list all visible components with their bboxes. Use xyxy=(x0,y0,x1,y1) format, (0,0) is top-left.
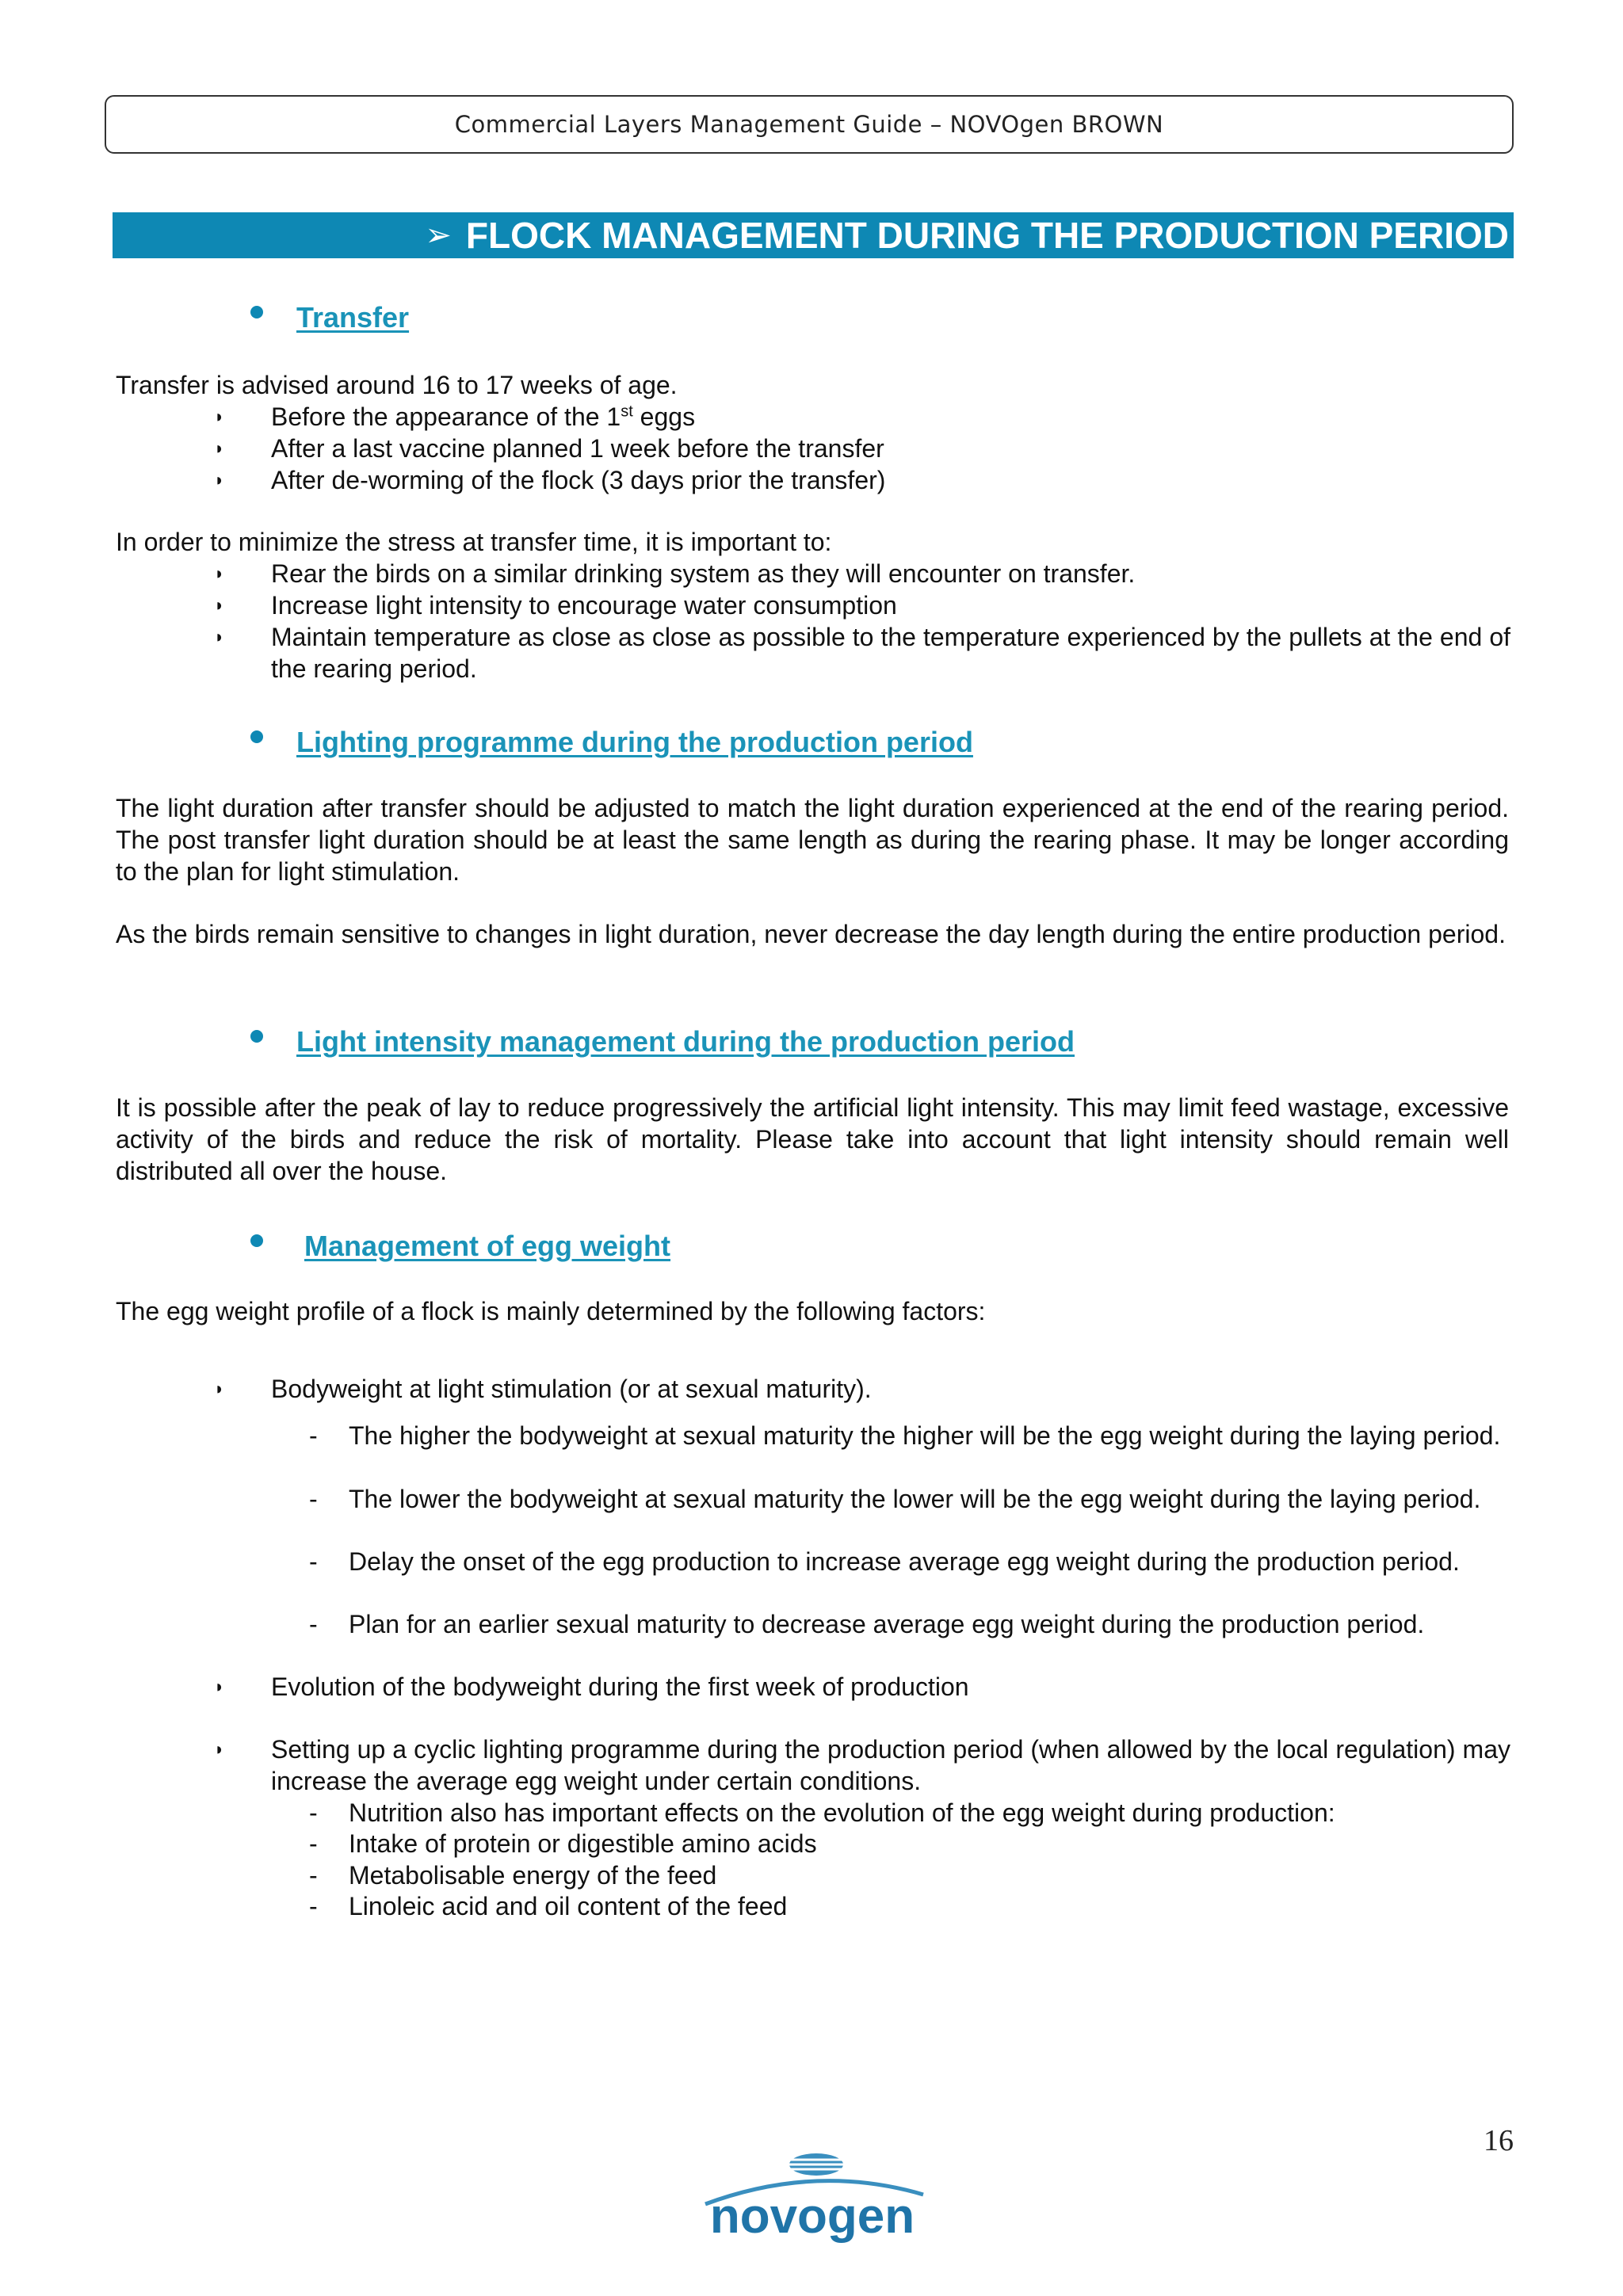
heading-lighting-text: Lighting programme during the production period xyxy=(296,726,973,758)
intensity-paragraph: It is possible after the peak of lay to reduce progressively the artificial light intensity. This may limit feed wastage, excessive activity of the birds and reduce the risk of mortality. Please take into account that light intensity should remain well distributed all over the house. xyxy=(116,1093,1509,1185)
heading-intensity-text: Light intensity management during the production period xyxy=(296,1025,1075,1058)
dash-item: - Linoleic acid and oil content of the feed xyxy=(309,1892,788,1920)
list-item: ◗ Increase light intensity to encourage water consumption xyxy=(214,591,897,620)
section-banner xyxy=(113,212,1514,258)
bullet-marker-icon: ◗ xyxy=(214,406,225,426)
list-item: ◗ After de-worming of the flock (3 days prior the transfer) xyxy=(214,466,886,494)
bullet-dot-icon xyxy=(250,730,263,743)
list-item: ◗ Evolution of the bodyweight during the first week of production xyxy=(214,1672,969,1701)
bullet-marker-icon: ◗ xyxy=(214,1379,225,1398)
dash-item: - Intake of protein or digestible amino acids xyxy=(309,1829,817,1858)
list-item: ◗ Maintain temperature as close as close as possible to the temperature experienced by the pullets at the end of the rearing period. xyxy=(214,623,1510,683)
dash-item: - Plan for an earlier sexual maturity to decrease average egg weight during the production period. xyxy=(309,1610,1425,1638)
lighting-paragraph-1: The light duration after transfer should be adjusted to match the light duration experienced at the end of the rearing period. The post transfer light duration should be at least the same length as during the rearing phase. It may be longer according to the plan for light stimulation. xyxy=(116,794,1509,886)
arrow-bullet-icon: ➢ xyxy=(425,218,452,253)
novogen-logo xyxy=(697,2149,927,2244)
dash-item: - The higher the bodyweight at sexual maturity the higher will be the egg weight during the laying period. xyxy=(309,1421,1501,1450)
bullet-dot-icon xyxy=(250,1234,263,1247)
page-header xyxy=(105,95,1514,154)
heading-transfer xyxy=(250,298,409,338)
list-item: ◗ Bodyweight at light stimulation (or at sexual maturity). xyxy=(214,1375,872,1403)
heading-egg-weight xyxy=(250,1226,670,1266)
egg-intro: The egg weight profile of a flock is mainly determined by the following factors: xyxy=(116,1297,986,1325)
transfer-intro: Transfer is advised around 16 to 17 weeks of age. xyxy=(116,371,678,399)
list-item: ◗ Before the appearance of the 1st eggs xyxy=(214,402,696,431)
banner-title: FLOCK MANAGEMENT DURING THE PRODUCTION PERIOD xyxy=(465,215,1509,256)
bullet-marker-icon: ◗ xyxy=(214,438,225,458)
bullet-marker-icon: ◗ xyxy=(214,563,225,583)
lighting-paragraph-2: As the birds remain sensitive to changes in light duration, never decrease the day length during the entire production period. xyxy=(116,920,1506,948)
heading-intensity xyxy=(250,1022,1075,1062)
heading-egg-weight-text: Management of egg weight xyxy=(304,1230,671,1262)
dash-item: - The lower the bodyweight at sexual maturity the lower will be the egg weight during the laying period. xyxy=(309,1485,1481,1513)
list-item: ◗ Rear the birds on a similar drinking system as they will encounter on transfer. xyxy=(214,559,1136,588)
page-number: 16 xyxy=(1484,2124,1514,2157)
bullet-dot-icon xyxy=(250,306,263,318)
heading-transfer-text: Transfer xyxy=(296,301,410,334)
logo-text: novogen xyxy=(709,2189,915,2244)
bullet-marker-icon: ◗ xyxy=(214,470,225,490)
header-title: Commercial Layers Management Guide – NOVOgen BROWN xyxy=(454,111,1164,138)
list-item: ◗ Setting up a cyclic lighting programme during the production period (when allowed by the local regulation) may increase the average egg weight under certain conditions. xyxy=(214,1735,1510,1795)
bullet-marker-icon: ◗ xyxy=(214,627,225,646)
dash-item: - Nutrition also has important effects on the evolution of the egg weight during production: xyxy=(309,1798,1335,1827)
bullet-marker-icon: ◗ xyxy=(214,1676,225,1696)
list-item: ◗ After a last vaccine planned 1 week before the transfer xyxy=(214,434,884,463)
transfer-intro-2: In order to minimize the stress at transfer time, it is important to: xyxy=(116,528,832,556)
bullet-marker-icon: ◗ xyxy=(214,1739,225,1759)
dash-item: - Delay the onset of the egg production to increase average egg weight during the production period. xyxy=(309,1547,1460,1576)
heading-lighting xyxy=(250,723,973,762)
bullet-dot-icon xyxy=(250,1030,263,1043)
bullet-marker-icon: ◗ xyxy=(214,595,225,615)
dash-item: - Metabolisable energy of the feed xyxy=(309,1861,717,1890)
